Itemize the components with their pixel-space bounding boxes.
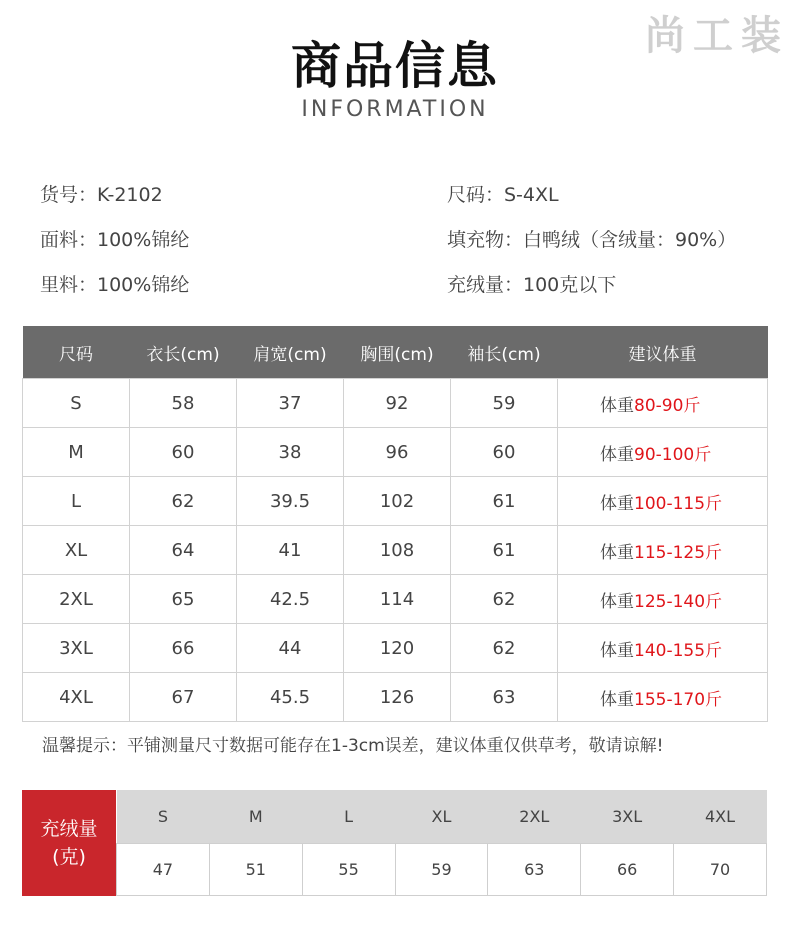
cell-length: 65 (130, 575, 237, 624)
cell-sleeve: 61 (451, 526, 558, 575)
column-header-size: 尺码 (23, 326, 130, 379)
info-size-range: 尺码：S-4XL (447, 184, 559, 206)
cell-sleeve: 59 (451, 379, 558, 428)
fill-value-cell: 59 (395, 844, 488, 896)
fill-value-cell: 63 (488, 844, 581, 896)
info-fabric: 面料：100%锦纶 (40, 229, 190, 251)
cell-sleeve: 63 (451, 673, 558, 722)
cell-sleeve: 62 (451, 624, 558, 673)
cell-shoulder: 42.5 (237, 575, 344, 624)
cell-shoulder: 39.5 (237, 477, 344, 526)
weight-prefix: 体重 (600, 640, 634, 661)
column-header-weight: 建议体重 (558, 326, 768, 379)
table-row (23, 575, 768, 624)
weight-range: 115-125斤 (634, 542, 723, 563)
cell-size: 2XL (23, 575, 130, 624)
weight-prefix: 体重 (600, 542, 634, 563)
weight-prefix: 体重 (600, 493, 634, 514)
weight-range: 100-115斤 (634, 493, 723, 514)
size-chart-header-row (23, 326, 768, 379)
cell-size: 3XL (23, 624, 130, 673)
cell-length: 62 (130, 477, 237, 526)
fill-amount-label (22, 790, 116, 896)
fill-size-header: 2XL (488, 790, 581, 844)
cell-weight (558, 526, 768, 575)
weight-prefix: 体重 (600, 444, 634, 465)
table-row (23, 526, 768, 575)
cell-weight (558, 477, 768, 526)
cell-chest: 120 (344, 624, 451, 673)
weight-range: 140-155斤 (634, 640, 723, 661)
fill-size-header: 4XL (674, 790, 767, 844)
cell-sleeve: 62 (451, 575, 558, 624)
fill-amount-header-row (117, 790, 767, 844)
cell-size: L (23, 477, 130, 526)
fill-size-header: S (117, 790, 210, 844)
cell-shoulder: 44 (237, 624, 344, 673)
table-row (23, 624, 768, 673)
cell-length: 64 (130, 526, 237, 575)
info-lining: 里料：100%锦纶 (40, 274, 190, 296)
cell-chest: 108 (344, 526, 451, 575)
cell-length: 58 (130, 379, 237, 428)
cell-length: 67 (130, 673, 237, 722)
cell-length: 60 (130, 428, 237, 477)
column-header-shoulder: 肩宽(cm) (237, 326, 344, 379)
fill-value-cell: 70 (674, 844, 767, 896)
cell-weight (558, 673, 768, 722)
weight-prefix: 体重 (600, 591, 634, 612)
table-row (23, 428, 768, 477)
weight-range: 125-140斤 (634, 591, 723, 612)
cell-chest: 126 (344, 673, 451, 722)
brand-logo: 尚工装 (645, 12, 789, 59)
fill-value-cell: 66 (581, 844, 674, 896)
cell-chest: 102 (344, 477, 451, 526)
weight-range: 90-100斤 (634, 444, 712, 465)
info-filling: 填充物：白鸭绒（含绒量：90%） (447, 229, 737, 251)
cell-sleeve: 61 (451, 477, 558, 526)
weight-prefix: 体重 (600, 689, 634, 710)
size-chart-table (22, 326, 768, 722)
page-subtitle: INFORMATION (301, 97, 489, 122)
cell-weight (558, 428, 768, 477)
column-header-sleeve: 袖长(cm) (451, 326, 558, 379)
table-row (23, 673, 768, 722)
table-row (23, 379, 768, 428)
cell-chest: 114 (344, 575, 451, 624)
table-row (23, 477, 768, 526)
fill-size-header: 3XL (581, 790, 674, 844)
fill-value-cell: 51 (209, 844, 302, 896)
cell-weight (558, 575, 768, 624)
cell-size: M (23, 428, 130, 477)
column-header-chest: 胸围(cm) (344, 326, 451, 379)
fill-value-cell: 55 (302, 844, 395, 896)
page-title: 商品信息 (291, 37, 499, 95)
cell-shoulder: 41 (237, 526, 344, 575)
fill-amount-label-line1: 充绒量 (40, 818, 98, 840)
cell-shoulder: 45.5 (237, 673, 344, 722)
cell-weight (558, 624, 768, 673)
weight-range: 80-90斤 (634, 395, 701, 416)
cell-sleeve: 60 (451, 428, 558, 477)
fill-size-header: XL (395, 790, 488, 844)
fill-amount-value-row (117, 844, 767, 896)
info-item-number: 货号：K-2102 (40, 184, 163, 206)
cell-shoulder: 37 (237, 379, 344, 428)
cell-size: 4XL (23, 673, 130, 722)
cell-length: 66 (130, 624, 237, 673)
fill-value-cell: 47 (117, 844, 210, 896)
fill-amount-label-line2: (克) (52, 846, 86, 868)
measurement-note: 温馨提示：平铺测量尺寸数据可能存在1-3cm误差，建议体重仅供草考，敬请谅解! (42, 736, 664, 756)
weight-prefix: 体重 (600, 395, 634, 416)
cell-size: S (23, 379, 130, 428)
cell-weight (558, 379, 768, 428)
cell-size: XL (23, 526, 130, 575)
cell-shoulder: 38 (237, 428, 344, 477)
cell-chest: 96 (344, 428, 451, 477)
fill-amount-section (22, 790, 767, 896)
weight-range: 155-170斤 (634, 689, 723, 710)
fill-amount-table (116, 790, 767, 896)
column-header-length: 衣长(cm) (130, 326, 237, 379)
info-fill-amount: 充绒量：100克以下 (447, 274, 617, 296)
fill-size-header: L (302, 790, 395, 844)
fill-size-header: M (209, 790, 302, 844)
cell-chest: 92 (344, 379, 451, 428)
